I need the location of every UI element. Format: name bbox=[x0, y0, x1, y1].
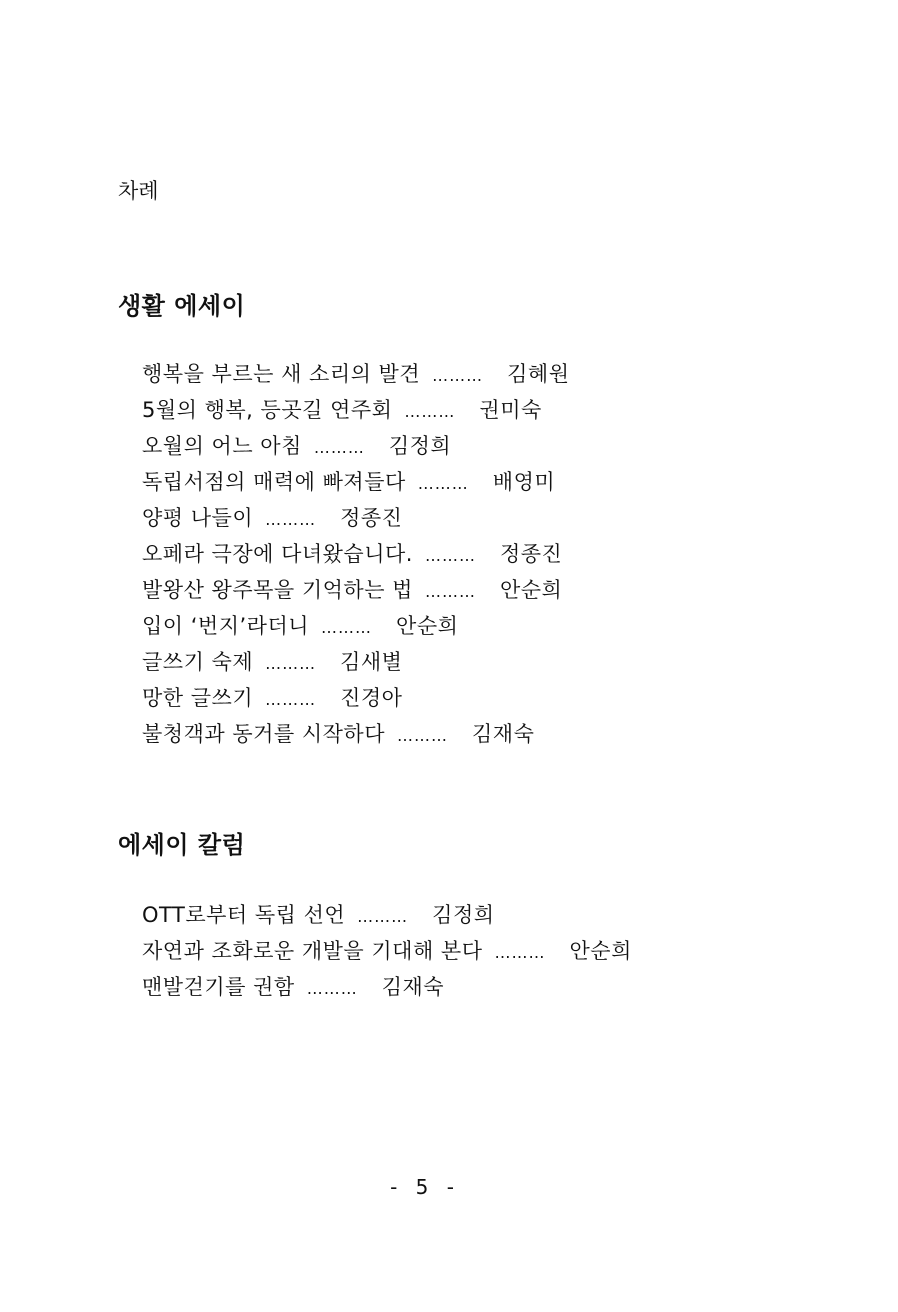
dot-leader: ……… bbox=[424, 546, 476, 565]
entry-title: 입이 ‘번지’라더니 bbox=[142, 614, 310, 638]
toc-entry bbox=[142, 608, 570, 644]
entry-title: 자연과 조화로운 개발을 기대해 본다 bbox=[142, 939, 483, 963]
toc-entry bbox=[142, 500, 570, 536]
toc-entry bbox=[142, 536, 570, 572]
entry-title: 불청객과 동거를 시작하다 bbox=[142, 722, 385, 746]
entry-title: 맨발걷기를 권함 bbox=[142, 975, 295, 999]
toc-entry bbox=[142, 897, 632, 933]
page-number: - 5 - bbox=[390, 1175, 460, 1199]
entry-author: 김재숙 bbox=[472, 722, 535, 746]
entry-title: 행복을 부르는 새 소리의 발견 bbox=[142, 362, 421, 386]
page-heading: 차례 bbox=[118, 179, 159, 203]
dot-leader: ……… bbox=[357, 907, 409, 926]
toc-entry bbox=[142, 356, 570, 392]
entry-title: OTT로부터 독립 선언 bbox=[142, 903, 346, 927]
entry-author: 김정희 bbox=[432, 903, 495, 927]
dot-leader: ……… bbox=[424, 582, 476, 601]
toc-entry bbox=[142, 644, 570, 680]
entry-author: 김새별 bbox=[340, 650, 403, 674]
entry-author: 김재숙 bbox=[381, 975, 445, 999]
toc-entry bbox=[142, 428, 570, 464]
dot-leader: ……… bbox=[432, 366, 484, 385]
toc-list bbox=[142, 897, 632, 1005]
entry-author: 김혜원 bbox=[507, 362, 570, 386]
dot-leader: ……… bbox=[265, 690, 317, 709]
entry-author: 김정희 bbox=[388, 434, 452, 458]
entry-title: 독립서점의 매력에 빠져들다 bbox=[142, 470, 406, 494]
toc-entry bbox=[142, 716, 570, 752]
entry-author: 안순희 bbox=[569, 939, 632, 963]
toc-entry bbox=[142, 969, 632, 1005]
entry-author: 권미숙 bbox=[479, 398, 542, 422]
toc-entry bbox=[142, 933, 632, 969]
entry-author: 정종진 bbox=[499, 542, 563, 566]
dot-leader: ……… bbox=[313, 438, 365, 457]
entry-title: 양평 나들이 bbox=[142, 506, 254, 530]
dot-leader: ……… bbox=[306, 979, 358, 998]
toc-entry bbox=[142, 464, 570, 500]
entry-title: 글쓰기 숙제 bbox=[142, 650, 254, 674]
toc-list bbox=[142, 356, 570, 752]
dot-leader: ……… bbox=[265, 654, 317, 673]
entry-title: 오페라 극장에 다녀왔습니다. bbox=[142, 542, 413, 566]
entry-author: 배영미 bbox=[492, 470, 556, 494]
entry-author: 안순희 bbox=[499, 578, 563, 602]
entry-title: 발왕산 왕주목을 기억하는 법 bbox=[142, 578, 413, 602]
section-title: 에세이 칼럼 bbox=[118, 831, 246, 859]
dot-leader: ……… bbox=[265, 510, 317, 529]
dot-leader: ……… bbox=[417, 474, 469, 493]
entry-author: 정종진 bbox=[340, 506, 403, 530]
toc-entry bbox=[142, 392, 570, 428]
entry-title: 오월의 어느 아침 bbox=[142, 434, 302, 458]
dot-leader: ……… bbox=[494, 943, 546, 962]
entry-author: 진경아 bbox=[340, 686, 403, 710]
entry-author: 안순희 bbox=[396, 614, 459, 638]
entry-title: 5월의 행복, 등곳길 연주회 bbox=[142, 398, 393, 422]
dot-leader: ……… bbox=[321, 618, 373, 637]
section-title: 생활 에세이 bbox=[118, 292, 246, 320]
entry-title: 망한 글쓰기 bbox=[142, 686, 254, 710]
dot-leader: ……… bbox=[397, 726, 448, 745]
dot-leader: ……… bbox=[404, 402, 456, 421]
toc-entry bbox=[142, 680, 570, 716]
toc-entry bbox=[142, 572, 570, 608]
